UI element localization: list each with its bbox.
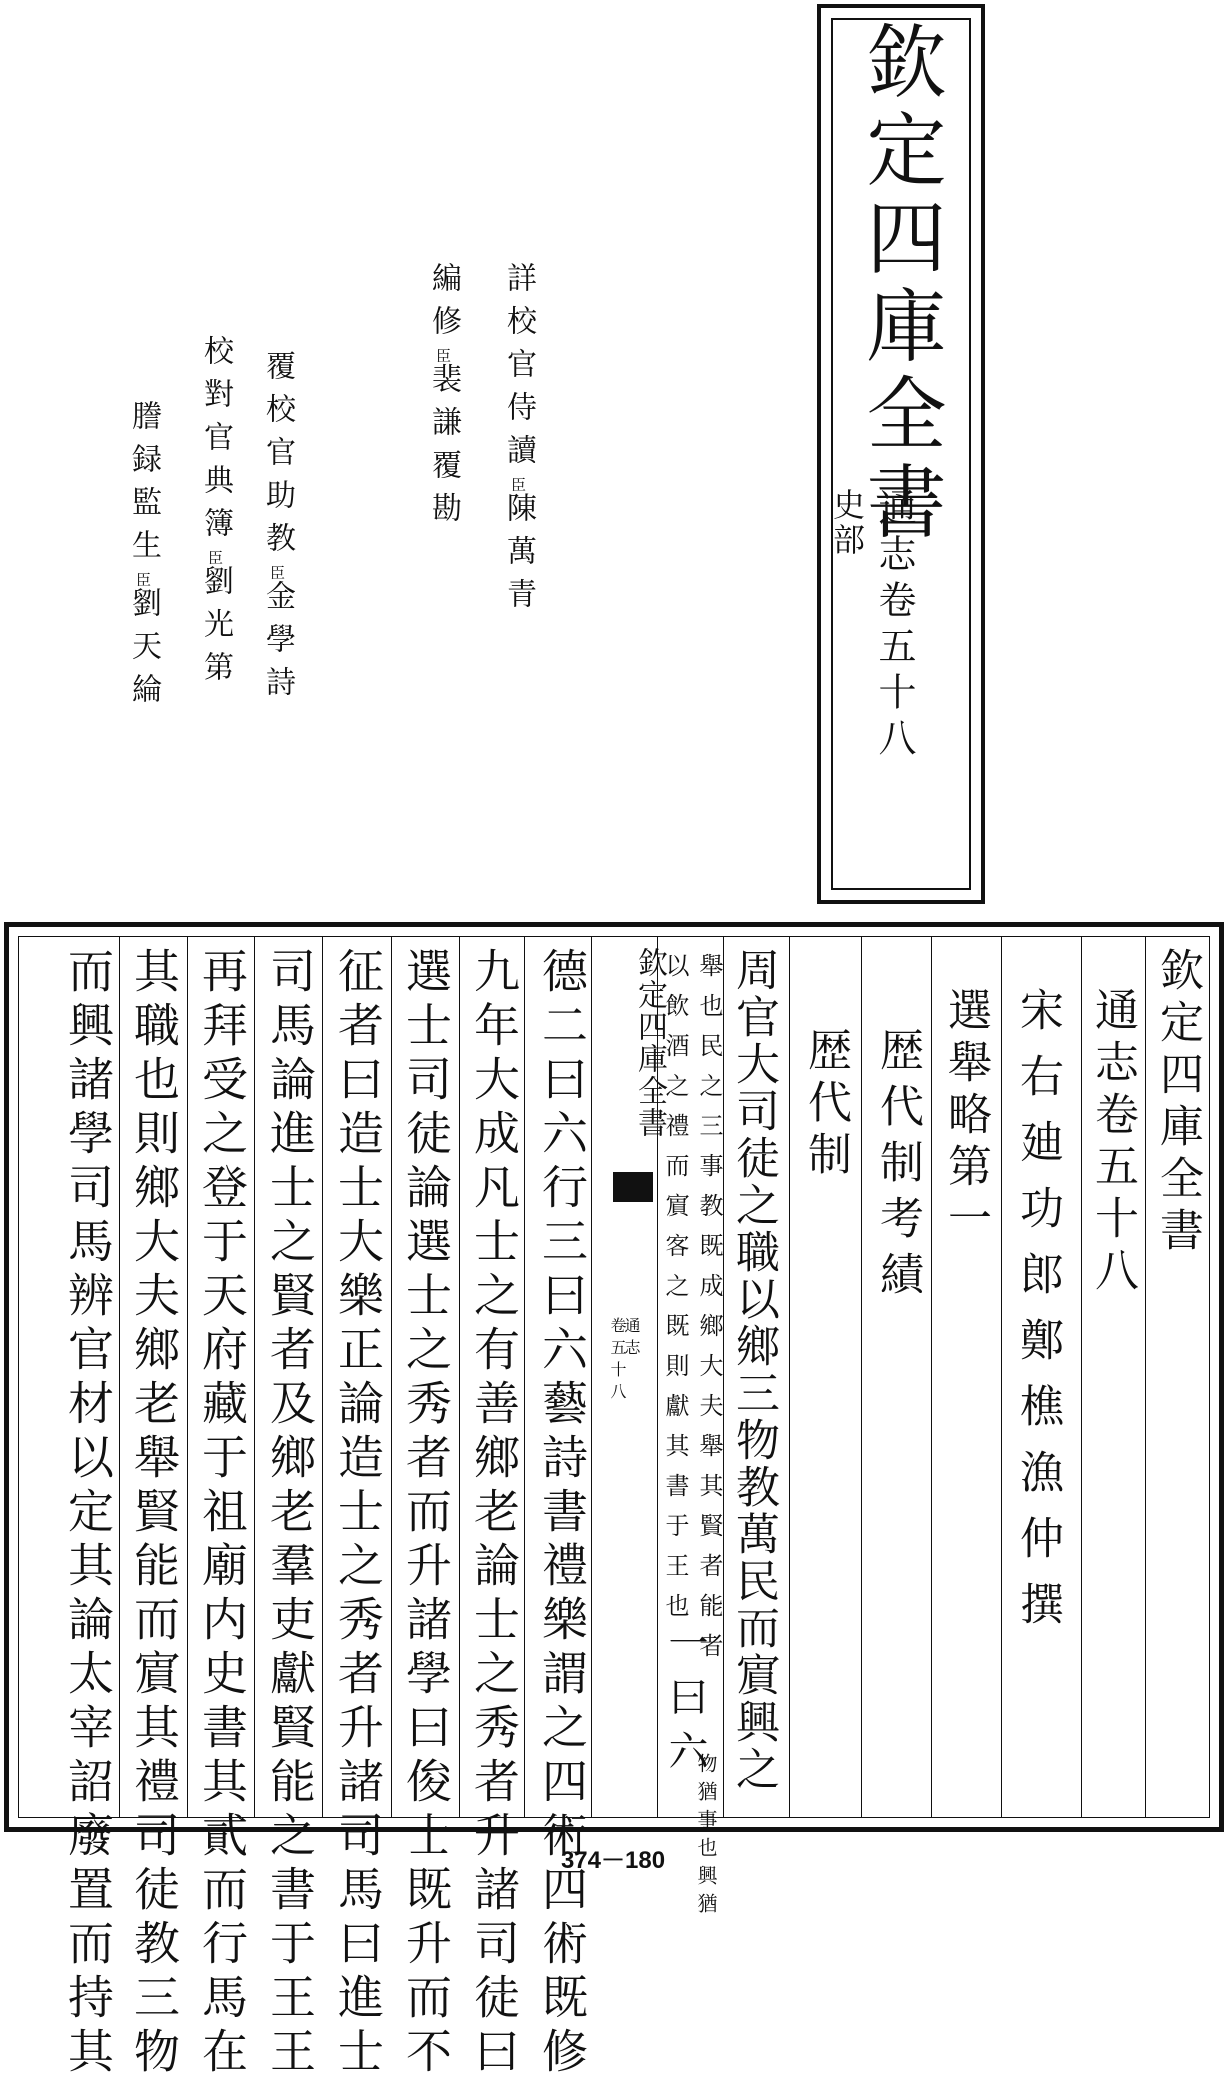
column-rule	[322, 936, 323, 1818]
author-line: 宋右廸功郎鄭樵漁仲撰	[1012, 987, 1063, 1647]
column-rule	[1145, 936, 1146, 1818]
category-label: 史部	[828, 488, 866, 558]
collection-title: 欽定四庫全書	[1152, 947, 1203, 1259]
page-number: 374－180	[560, 1847, 666, 1874]
credit-line-reviewer: 覆校官助教臣金學詩	[260, 350, 295, 709]
text-column: 再拜受之登于天府藏于祖廟内史書其貳而行馬在	[195, 947, 249, 2081]
text-column: 選士司徒論選士之秀者而升諸學曰俊士既升而不	[399, 947, 453, 2081]
text-column: 九年大成凡士之有善鄉老論士之秀者升諸司徒曰	[467, 947, 521, 2081]
column-rule	[119, 936, 120, 1818]
credit-line-editor: 編修臣裴謙覆勘	[426, 262, 461, 535]
commentary-note: 舉也民之三事教既成鄉大夫舉其賢者能者	[695, 953, 723, 1673]
column-rule	[1081, 936, 1082, 1818]
main-title: 欽定四庫全書	[853, 20, 946, 548]
column-rule	[789, 936, 790, 1818]
volume-label: 通志卷五十八	[872, 488, 916, 764]
spine-book-name: 通志	[622, 1317, 641, 1361]
chapter-title: 通志卷五十八	[1087, 987, 1138, 1299]
spine-title: 欽定四庫全書	[632, 947, 667, 1139]
column-rule	[1001, 936, 1002, 1818]
text-column: 而興諸學司馬辨官材以定其論太宰詔廢置而持其	[61, 947, 115, 2081]
text-column: 一曰六	[662, 1622, 708, 1784]
text-column: 征者曰造士大樂正論造士之秀者升諸司馬曰進士	[331, 947, 385, 2081]
text-column: 司馬論進士之賢者及鄉老羣吏獻賢能之書于王王	[263, 947, 317, 2081]
column-rule	[459, 936, 460, 1818]
text-column: 周官大司徒之職以鄉三物教萬民而賔興之	[728, 947, 779, 1793]
text-column: 其職也則鄉大夫鄉老舉賢能而賔其禮司徒教三物	[127, 947, 181, 2081]
column-rule	[931, 936, 932, 1818]
commentary-note: 以飲酒之禮而賔客之既則獻其書于王也	[661, 953, 689, 1633]
credit-line-copyist: 謄録監生臣劉天綸	[126, 400, 161, 716]
column-rule	[187, 936, 188, 1818]
column-rule	[254, 936, 255, 1818]
spine-volume: 卷五十八	[608, 1317, 627, 1405]
column-rule	[723, 936, 724, 1818]
column-rule	[591, 936, 592, 1818]
commentary-note: 物猶事也興猶	[694, 1753, 718, 1921]
column-rule	[391, 936, 392, 1818]
credit-line-collator: 校對官典簿臣劉光第	[198, 335, 233, 694]
credit-line-proofreader: 詳校官侍讀臣陳萬青	[501, 262, 536, 621]
section-title: 選舉略第一	[940, 987, 991, 1247]
title-cartouche	[817, 4, 985, 904]
spine-fishtail-mark	[613, 1172, 653, 1202]
column-rule	[524, 936, 525, 1818]
text-column: 德二曰六行三曰六藝詩書禮樂謂之四術四術既修	[535, 947, 589, 2081]
subsection-heading: 歴代制	[800, 1027, 851, 1183]
column-rule	[861, 936, 862, 1818]
subsection-title: 歴代制考績	[872, 1027, 923, 1307]
